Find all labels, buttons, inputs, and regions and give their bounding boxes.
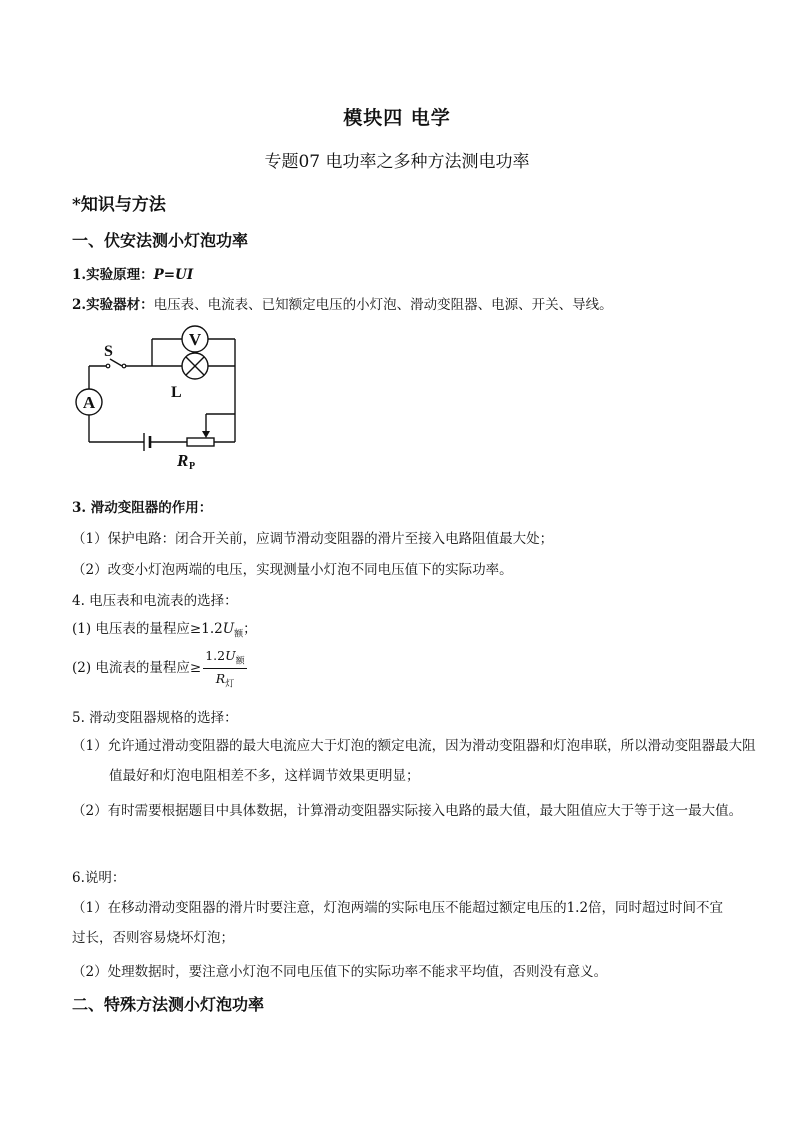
denominator-symbol: R bbox=[215, 670, 226, 686]
ammeter-range-fraction bbox=[203, 648, 246, 689]
denominator-subscript: 灯 bbox=[225, 679, 235, 689]
meter-choice-item-2 bbox=[72, 648, 247, 689]
numerator-subscript: 额 bbox=[235, 656, 245, 667]
section-heading-voltammetry: 一、伏安法测小灯泡功率 bbox=[72, 231, 249, 250]
switch-label: S bbox=[104, 343, 113, 360]
lamp-label: L bbox=[171, 384, 182, 401]
switch-contact bbox=[122, 364, 126, 368]
ammeter-range-text: (2) 电流表的量程应≥ bbox=[72, 660, 202, 676]
notes-item-1: （1）在移动滑动变阻器的滑片时要注意，灯泡两端的实际电压不能超过额定电压的1.2倍，同时超过时间不宜过长，否则容易烧坏灯泡； bbox=[72, 900, 724, 946]
page-title: 模块四 电学 bbox=[343, 107, 451, 129]
section-heading-special-methods: 二、特殊方法测小灯泡功率 bbox=[72, 995, 265, 1014]
switch-contact bbox=[106, 364, 110, 368]
fraction-numerator bbox=[203, 648, 246, 669]
rheostat-role-item-2: （2）改变小灯泡两端的电压，实现测量小灯泡不同电压值下的实际功率。 bbox=[72, 562, 513, 578]
voltage-symbol: U bbox=[222, 621, 235, 637]
numerator-symbol: U bbox=[225, 648, 236, 663]
rheostat bbox=[187, 438, 214, 446]
ammeter-label: A bbox=[82, 393, 96, 412]
voltmeter-label: V bbox=[188, 330, 202, 349]
equipment-label: 2.实验器材： bbox=[72, 297, 154, 313]
voltage-subscript: 额 bbox=[234, 629, 244, 640]
rheostat-label-sub: P bbox=[189, 461, 196, 472]
voltmeter-range-text: (1) 电压表的量程应≥1.2 bbox=[72, 621, 223, 637]
fraction-denominator bbox=[203, 669, 246, 690]
voltmeter-range-suffix: ； bbox=[243, 621, 257, 637]
principle-formula: P=UI bbox=[153, 267, 194, 283]
notes-heading: 6.说明： bbox=[72, 870, 126, 886]
numerator-coef: 1.2 bbox=[205, 648, 226, 663]
rheostat-spec-item-1: （1）允许通过滑动变阻器的最大电流应大于灯泡的额定电流，因为滑动变阻器和灯泡串联，所以滑动变阻器最大阻值最好和灯泡电阻相差不多，这样调节效果更明显； bbox=[72, 738, 756, 784]
equipment-value: 电压表、电流表、已知额定电压的小灯泡、滑动变阻器、电源、开关、导线。 bbox=[153, 297, 613, 313]
principle-line bbox=[72, 263, 193, 283]
rheostat-spec-item-2: （2）有时需要根据题目中具体数据，计算滑动变阻器实际接入电路的最大值，最大阻值应大于等于这一最大值。 bbox=[72, 803, 743, 819]
section-heading-knowledge: *知识与方法 bbox=[72, 195, 166, 215]
page-subtitle: 专题07 电功率之多种方法测电功率 bbox=[264, 152, 530, 172]
switch-blade bbox=[110, 359, 122, 366]
meter-choice-heading: 4. 电压表和电流表的选择： bbox=[72, 593, 238, 609]
rheostat-role-heading: 3. 滑动变阻器的作用： bbox=[72, 500, 213, 516]
rheostat-label: R bbox=[177, 451, 189, 470]
notes-item-2: （2）处理数据时，要注意小灯泡不同电压值下的实际功率不能求平均值，否则没有意义。 bbox=[72, 964, 608, 980]
slider-arrow-icon bbox=[202, 431, 210, 438]
meter-choice-item-1 bbox=[72, 617, 257, 640]
equipment-line bbox=[72, 293, 613, 313]
rheostat-spec-heading: 5. 滑动变阻器规格的选择： bbox=[72, 710, 238, 726]
principle-label: 1.实验原理： bbox=[72, 267, 154, 283]
rheostat-role-item-1: （1）保护电路：闭合开关前，应调节滑动变阻器的滑片至接入电路阻值最大处； bbox=[72, 531, 554, 547]
circuit-diagram bbox=[70, 322, 250, 472]
